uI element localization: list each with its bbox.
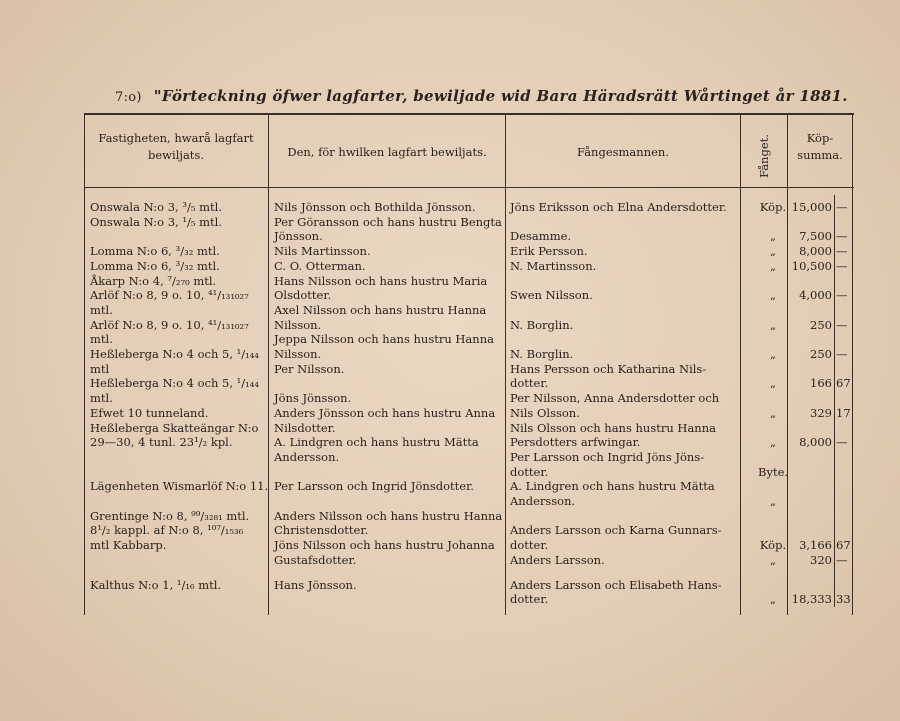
header-acquisition: Fånget. (757, 134, 771, 178)
row-seller: dotter. (510, 592, 549, 607)
row-acquisition: „ (770, 405, 776, 420)
row-property: mtl. (90, 332, 113, 347)
row-price-ore: — (836, 200, 848, 214)
row-price: 8,000 (799, 244, 832, 259)
row-grantee: Olsdotter. (274, 288, 332, 303)
row-seller: Hans Persson och Katharina Nils- (510, 361, 707, 376)
column-divider-5 (834, 195, 835, 607)
row-grantee: Andersson. (274, 449, 340, 464)
row-grantee: Jönsson. (274, 229, 323, 244)
row-grantee: Hans Nilsson och hans hustru Maria (274, 273, 488, 288)
row-price: 3,166 (799, 538, 832, 553)
header-seller: Fångesmannen. (577, 145, 669, 159)
row-property: Grentinge N:o 8, ⁹⁹/₃₂₈₁ mtl. (90, 508, 250, 523)
row-seller: Desamme. (510, 229, 572, 244)
row-property: mtl. (90, 391, 113, 406)
row-acquisition: Köp. (759, 538, 787, 553)
row-price: 18,333 (791, 592, 832, 607)
row-grantee: Axel Nilsson och hans hustru Hanna (274, 302, 487, 317)
row-price-ore: 67 (836, 538, 851, 553)
row-price: 329 (810, 405, 832, 420)
column-divider-1 (268, 113, 269, 615)
row-grantee: Hans Jönsson. (274, 577, 357, 592)
row-grantee: C. O. Otterman. (274, 258, 366, 273)
row-seller: dotter. (510, 538, 549, 553)
row-grantee: Per Nilsson. (274, 361, 345, 376)
header-property-line2: bewiljats. (148, 148, 204, 162)
row-property: Heßleberga N:o 4 och 5, ¹/₁₄₄ (90, 347, 259, 361)
row-acquisition: „ (770, 288, 776, 303)
row-seller: Nils Olsson och hans hustru Hanna (510, 420, 716, 435)
row-property: Lomma N:o 6, ³/₃₂ mtl. (90, 258, 220, 273)
row-property: Onswala N:o 3, ³/₅ mtl. (90, 200, 222, 214)
row-grantee: Nilsson. (274, 347, 322, 361)
header-grantee: Den, för hwilken lagfart bewiljats. (287, 145, 487, 159)
row-seller: Per Nilsson, Anna Andersdotter och (510, 391, 720, 406)
header-property-line1: Fastigheten, hwarå lagfart (98, 131, 254, 145)
row-property: mtl Kabbarp. (90, 538, 167, 553)
header-property (88, 130, 264, 164)
header-bottom-rule (84, 187, 854, 188)
row-property: mtl (90, 361, 110, 376)
page-heading (115, 87, 848, 105)
row-price-ore: 33 (836, 592, 851, 607)
row-acquisition: „ (770, 494, 776, 508)
column-divider-2 (505, 113, 506, 615)
row-grantee: Jöns Nilsson och hans hustru Johanna (274, 538, 495, 553)
row-seller: N. Borglin. (510, 317, 574, 332)
row-acquisition: „ (770, 347, 776, 361)
row-price: 166 (810, 376, 832, 391)
row-price-ore: — (836, 347, 848, 361)
row-acquisition: Köp. (759, 200, 787, 214)
table-right-rule (852, 113, 853, 615)
row-property: Heßleberga Skatteängar N:o (90, 420, 259, 435)
row-price-ore: — (836, 258, 848, 273)
table-top-rule (84, 113, 854, 115)
row-property: Efwet 10 tunneland. (90, 405, 209, 420)
row-price-ore: — (836, 552, 848, 567)
row-seller: Erik Persson. (510, 244, 588, 259)
row-seller: A. Lindgren och hans hustru Mätta (510, 479, 715, 494)
row-price-ore: — (836, 317, 848, 332)
row-seller: Nils Olsson. (510, 405, 580, 420)
column-divider-3 (740, 113, 741, 615)
row-price: 250 (810, 347, 832, 361)
row-grantee: Christensdotter. (274, 523, 369, 538)
header-price-line2: summa. (797, 148, 843, 162)
row-seller: Anders Larsson och Elisabeth Hans- (510, 577, 722, 592)
row-property: Lägenheten Wismarlöf N:o 11. (90, 479, 269, 494)
row-price: 10,500 (791, 258, 832, 273)
row-grantee: Nils Martinsson. (274, 244, 371, 259)
row-property: Lomma N:o 6, ³/₃₂ mtl. (90, 244, 220, 259)
row-grantee: Nilsson. (274, 317, 322, 332)
row-seller: Swen Nilsson. (510, 288, 593, 303)
row-property: Åkarp N:o 4, ⁷/₂₇₀ mtl. (90, 273, 217, 288)
row-seller: N. Martinsson. (510, 258, 597, 273)
row-grantee: Anders Nilsson och hans hustru Hanna (274, 508, 503, 523)
row-acquisition: „ (770, 552, 776, 567)
row-price: 4,000 (799, 288, 832, 303)
row-property: Heßleberga N:o 4 och 5, ¹/₁₄₄ (90, 376, 259, 391)
row-price-ore: — (836, 229, 848, 244)
row-seller: Anders Larsson och Karna Gunnars- (510, 523, 722, 538)
row-grantee: Nils Jönsson och Bothilda Jönsson. (274, 200, 476, 214)
row-price: 7,500 (799, 229, 832, 244)
row-seller: dotter. (510, 464, 549, 479)
row-price: 15,000 (791, 200, 832, 214)
row-price-ore: 17 (836, 405, 851, 420)
table-left-rule (84, 113, 85, 615)
row-seller: Andersson. (510, 494, 576, 508)
row-property: 8¹/₂ kappl. af N:o 8, ¹⁰⁷/₁₅₃₆ (90, 523, 244, 538)
row-acquisition: „ (770, 229, 776, 244)
row-property: Onswala N:o 3, ¹/₅ mtl. (90, 214, 222, 229)
row-price: 320 (810, 552, 832, 567)
row-property: Kalthus N:o 1, ¹/₁₆ mtl. (90, 577, 222, 592)
row-grantee: Per Göransson och hans hustru Bengta (274, 214, 502, 229)
row-acquisition: Byte. (758, 464, 789, 479)
row-price-ore: — (836, 435, 848, 450)
row-price: 8,000 (799, 435, 832, 450)
row-grantee: Per Larsson och Ingrid Jönsdotter. (274, 479, 474, 494)
row-acquisition: „ (770, 244, 776, 259)
header-price-line1: Köp- (806, 131, 834, 145)
row-grantee: Nilsdotter. (274, 420, 336, 435)
row-price-ore: 67 (836, 376, 851, 391)
row-seller: N. Borglin. (510, 347, 574, 361)
row-seller: Per Larsson och Ingrid Jöns Jöns- (510, 449, 705, 464)
row-acquisition: „ (770, 376, 776, 391)
heading-number: 7:o) (115, 90, 142, 105)
row-seller: Persdotters arfwingar. (510, 435, 641, 450)
row-grantee: A. Lindgren och hans hustru Mätta (274, 435, 479, 450)
row-property: Arlöf N:o 8, 9 o. 10, ⁴¹/₁₃₁₀₂₇ (90, 317, 249, 332)
row-acquisition: „ (770, 258, 776, 273)
row-price-ore: — (836, 288, 848, 303)
row-seller: Jöns Eriksson och Elna Andersdotter. (510, 200, 727, 214)
row-property: 29—30, 4 tunl. 23¹/₂ kpl. (90, 435, 233, 450)
row-price-ore: — (836, 244, 848, 259)
header-price (790, 130, 850, 164)
row-grantee: Jöns Jönsson. (274, 391, 352, 406)
row-price: 250 (810, 317, 832, 332)
row-seller: dotter. (510, 376, 549, 391)
row-acquisition: „ (770, 592, 776, 607)
row-acquisition: „ (770, 435, 776, 450)
row-grantee: Anders Jönsson och hans hustru Anna (274, 405, 496, 420)
row-acquisition: „ (770, 317, 776, 332)
row-seller: Anders Larsson. (510, 552, 605, 567)
row-property: mtl. (90, 302, 113, 317)
heading-title: "Förteckning öfwer lagfarter, bewiljade wid Bara Häradsrätt Wårtinget år 1881. (153, 87, 848, 105)
row-grantee: Gustafsdotter. (274, 552, 357, 567)
row-property: Arlöf N:o 8, 9 o. 10, ⁴¹/₁₃₁₀₂₇ (90, 288, 249, 303)
row-grantee: Jeppa Nilsson och hans hustru Hanna (274, 332, 494, 347)
